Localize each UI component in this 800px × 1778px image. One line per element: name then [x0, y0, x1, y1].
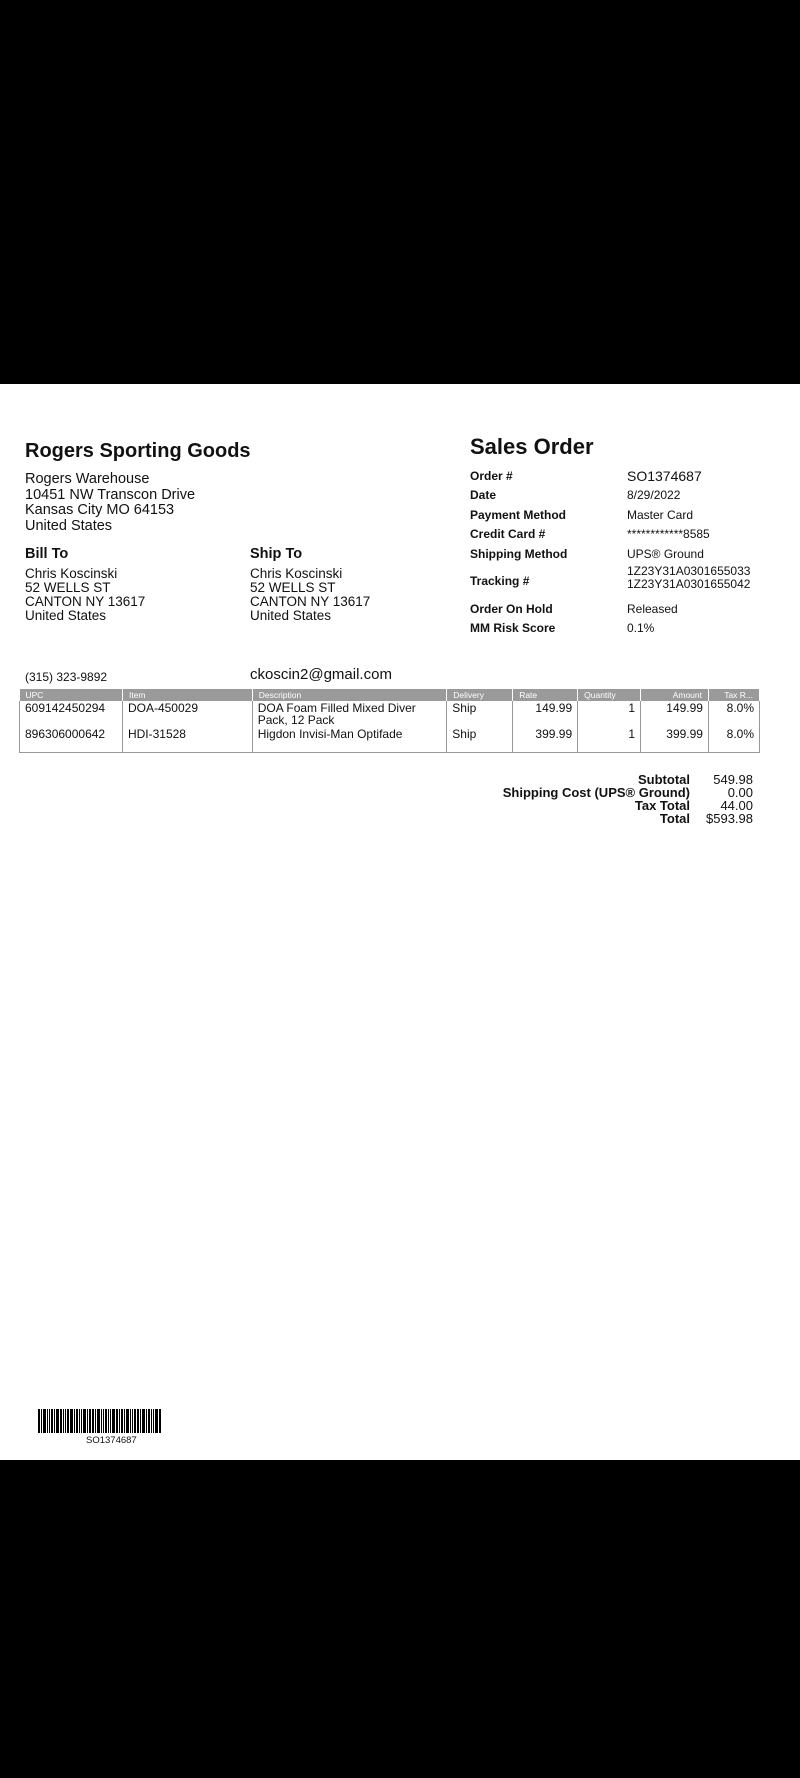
barcode-bar — [140, 1409, 141, 1433]
cell-amount: 149.99 — [641, 701, 709, 727]
barcode-bar — [121, 1409, 123, 1433]
shipping-method-label: Shipping Method — [470, 547, 568, 561]
barcode-bar — [67, 1409, 69, 1433]
barcode-bar — [56, 1409, 59, 1433]
company-address — [25, 472, 195, 534]
cell-quantity: 1 — [578, 727, 641, 753]
barcode-bar — [81, 1409, 82, 1433]
barcode-bar — [146, 1409, 147, 1433]
payment-method-label: Payment Method — [470, 508, 567, 522]
barcode-bar — [148, 1409, 150, 1433]
ship-to-line: CANTON NY 13617 — [250, 594, 371, 609]
description-line: DOA Foam Filled Mixed Diver — [257, 701, 416, 715]
total-label: Total — [659, 811, 690, 826]
ship-to-line: 52 WELLS ST — [250, 580, 336, 595]
address-line: 10451 NW Transcon Drive — [25, 486, 196, 503]
barcode-bar — [137, 1409, 139, 1433]
tax-total-label: Tax Total — [634, 798, 690, 813]
address-line: United States — [25, 517, 113, 534]
cell-tax-rate: 8.0% — [708, 727, 759, 753]
barcode-bar — [49, 1409, 50, 1433]
cell-tax-rate: 8.0% — [708, 701, 759, 727]
order-barcode — [38, 1409, 193, 1433]
sales-order-document — [0, 384, 800, 1460]
tax-total-value: 44.00 — [720, 798, 753, 813]
table-header-row — [20, 689, 760, 701]
credit-card-label: Credit Card # — [470, 527, 546, 541]
column-header-item: Item — [122, 689, 252, 701]
barcode-bar — [132, 1409, 133, 1433]
address-line: Rogers Warehouse — [25, 471, 150, 487]
barcode-bar — [47, 1409, 48, 1433]
barcode-bar — [41, 1409, 42, 1433]
ship-to-address — [250, 567, 370, 623]
barcode-bar — [105, 1409, 107, 1433]
barcode-bar — [60, 1409, 62, 1433]
shipping-cost-value: 0.00 — [727, 785, 753, 800]
barcode-bar — [79, 1409, 80, 1433]
ship-to-line: United States — [250, 608, 332, 623]
column-header-rate: Rate — [513, 689, 578, 701]
risk-score-label: MM Risk Score — [470, 621, 556, 635]
total-value: $593.98 — [706, 811, 753, 826]
barcode-bar — [70, 1409, 73, 1433]
bill-to-line: CANTON NY 13617 — [25, 594, 146, 609]
barcode-text: SO1374687 — [86, 1435, 137, 1446]
bill-to-line: United States — [25, 608, 107, 623]
payment-method-value: Master Card — [627, 508, 694, 522]
barcode-bar — [119, 1409, 120, 1433]
risk-score-value: 0.1% — [627, 621, 655, 635]
tracking-number: 1Z23Y31A0301655042 — [627, 577, 751, 591]
bill-to-line: 52 WELLS ST — [25, 580, 111, 595]
bill-to-address — [25, 567, 145, 623]
table-row — [20, 701, 760, 727]
barcode-bar — [116, 1409, 118, 1433]
barcode-bar — [142, 1409, 145, 1433]
cell-item: DOA-450029 — [122, 701, 252, 727]
tracking-label: Tracking # — [470, 574, 530, 588]
description-line: Higdon Invisi-Man Optifade — [257, 727, 403, 741]
barcode-bar — [92, 1409, 94, 1433]
barcode-bar — [101, 1409, 102, 1433]
tracking-number: 1Z23Y31A0301655033 — [627, 564, 751, 578]
column-header-tax-rate: Tax R... — [708, 689, 759, 701]
subtotal-label: Subtotal — [638, 772, 690, 787]
column-header-delivery: Delivery — [447, 689, 513, 701]
barcode-bar — [159, 1409, 161, 1433]
barcode-bar — [76, 1409, 78, 1433]
tracking-values — [627, 565, 750, 591]
barcode-bar — [110, 1409, 111, 1433]
cell-quantity: 1 — [578, 701, 641, 727]
description-line: Pack, 12 Pack — [257, 713, 335, 727]
column-header-amount: Amount — [641, 689, 709, 701]
cell-amount: 399.99 — [641, 727, 709, 753]
credit-card-value: ************8585 — [627, 527, 710, 541]
shipping-cost-label: Shipping Cost (UPS® Ground) — [502, 785, 690, 800]
cell-delivery: Ship — [447, 727, 513, 753]
barcode-bar — [124, 1409, 125, 1433]
date-value: 8/29/2022 — [627, 488, 681, 502]
cell-description — [252, 701, 447, 727]
barcode-bar — [130, 1409, 131, 1433]
company-name: Rogers Sporting Goods — [25, 440, 251, 462]
bill-to-line: Chris Koscinski — [25, 566, 118, 581]
customer-email: ckoscin2@gmail.com — [250, 666, 392, 683]
subtotal-value: 549.98 — [713, 772, 753, 787]
barcode-bar — [51, 1409, 53, 1433]
cell-rate: 399.99 — [513, 727, 578, 753]
barcode-bar — [38, 1409, 40, 1433]
barcode-bar — [54, 1409, 55, 1433]
barcode-bar — [97, 1409, 100, 1433]
order-on-hold-label: Order On Hold — [470, 602, 553, 616]
barcode-bar — [83, 1409, 86, 1433]
barcode-bar — [108, 1409, 109, 1433]
customer-phone: (315) 323-9892 — [25, 670, 108, 684]
document-title: Sales Order — [470, 434, 594, 459]
barcode-bar — [89, 1409, 91, 1433]
shipping-method-value: UPS® Ground — [627, 547, 704, 561]
barcode-bar — [151, 1409, 152, 1433]
cell-description — [252, 727, 447, 753]
column-header-upc: UPC — [20, 689, 123, 701]
barcode-bar — [134, 1409, 136, 1433]
barcode-bar — [74, 1409, 75, 1433]
barcode-bar — [153, 1409, 154, 1433]
bill-to-heading: Bill To — [25, 546, 69, 562]
ship-to-line: Chris Koscinski — [250, 566, 343, 581]
barcode-bar — [126, 1409, 129, 1433]
barcode-bar — [65, 1409, 66, 1433]
barcode-bar — [63, 1409, 64, 1433]
barcode-bar — [155, 1409, 158, 1433]
barcode-bar — [112, 1409, 115, 1433]
barcode-bar — [87, 1409, 88, 1433]
table-row — [20, 727, 760, 753]
line-items-table — [19, 689, 760, 753]
date-label: Date — [470, 488, 497, 502]
column-header-description: Description — [252, 689, 447, 701]
order-number-value: SO1374687 — [627, 468, 702, 484]
barcode-bar — [43, 1409, 46, 1433]
address-line: Kansas City MO 64153 — [25, 502, 175, 518]
cell-rate: 149.99 — [513, 701, 578, 727]
column-header-quantity: Quantity — [578, 689, 641, 701]
cell-item: HDI-31528 — [122, 727, 252, 753]
order-on-hold-value: Released — [627, 602, 678, 616]
cell-delivery: Ship — [447, 701, 513, 727]
cell-upc: 609142450294 — [20, 701, 123, 727]
barcode-bar — [103, 1409, 104, 1433]
order-number-label: Order # — [470, 469, 513, 483]
barcode-bar — [95, 1409, 96, 1433]
cell-upc: 896306000642 — [20, 727, 123, 753]
ship-to-heading: Ship To — [250, 546, 303, 562]
